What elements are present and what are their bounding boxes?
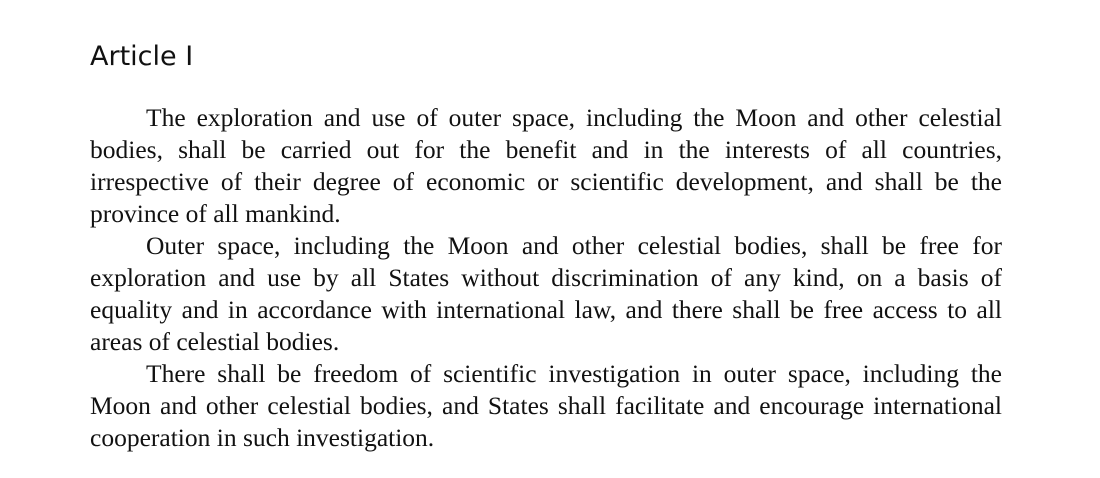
article-heading: Article I [90,41,194,72]
paragraph-2: Outer space, including the Moon and other celestial bodies, shall be free for exploration and use by all States without discrimination of any kind, on a basis of equality and in accordance with international law, and there shall be free access to all areas of celestial bodies. [90,231,1002,356]
paragraph-1: The exploration and use of outer space, including the Moon and other celestial bodies, shall be carried out for the benefit and in the interests of all countries, irrespective of their degree of economic or scientific development, and shall be the province of all mankind. [90,103,1002,228]
article-body [90,102,1002,454]
paragraph-3: There shall be freedom of scientific investigation in outer space, including the Moon and other celestial bodies, and States shall facilitate and encourage international cooperation in such investigation. [90,359,1002,452]
